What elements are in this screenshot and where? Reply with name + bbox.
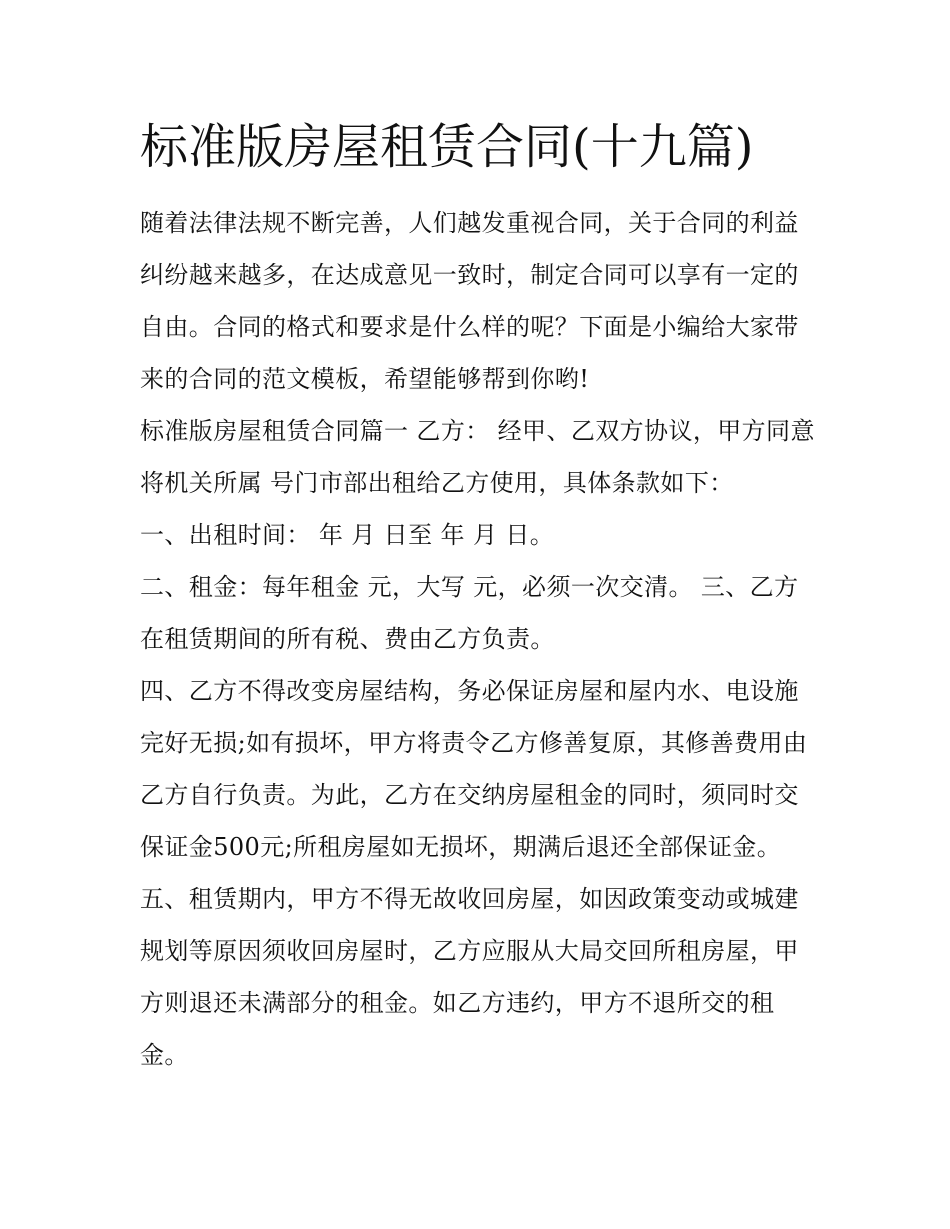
clause-1-paragraph: 一、出租时间： 年 月 日至 年 月 日。	[140, 521, 555, 549]
clause-2-3-paragraph: 二、租金：每年租金 元，大写 元，必须一次交清。 三、乙方在租赁期间的所有税、费由乙方负责。	[140, 573, 799, 653]
intro-paragraph: 随着法律法规不断完善，人们越发重视合同，关于合同的利益纠纷越来越多，在达成意见一致时，制定合同可以享有一定的自由。合同的格式和要求是什么样的呢？下面是小编给大家带来的合同的范文模板，希望能够帮到你哟!	[140, 209, 799, 393]
contract-opening-paragraph: 标准版房屋租赁合同篇一 乙方： 经甲、乙双方协议，甲方同意将机关所属 号门市部出租给乙方使用，具体条款如下：	[140, 417, 815, 497]
clause-5-paragraph: 五、租赁期内，甲方不得无故收回房屋，如因政策变动或城建规划等原因须收回房屋时，乙方应服从大局交回所租房屋，甲方则退还未满部分的租金。如乙方违约，甲方不退所交的租金。	[140, 885, 799, 1069]
document-body	[140, 197, 820, 1081]
document-title: 标准版房屋租赁合同(十九篇)	[140, 119, 754, 175]
clause-4-paragraph: 四、乙方不得改变房屋结构，务必保证房屋和屋内水、电设施完好无损;如有损坏，甲方将责令乙方修善复原，其修善费用由乙方自行负责。为此，乙方在交纳房屋租金的同时，须同时交保证金500元;所租房屋如无损坏，期满后退还全部保证金。	[140, 677, 808, 861]
